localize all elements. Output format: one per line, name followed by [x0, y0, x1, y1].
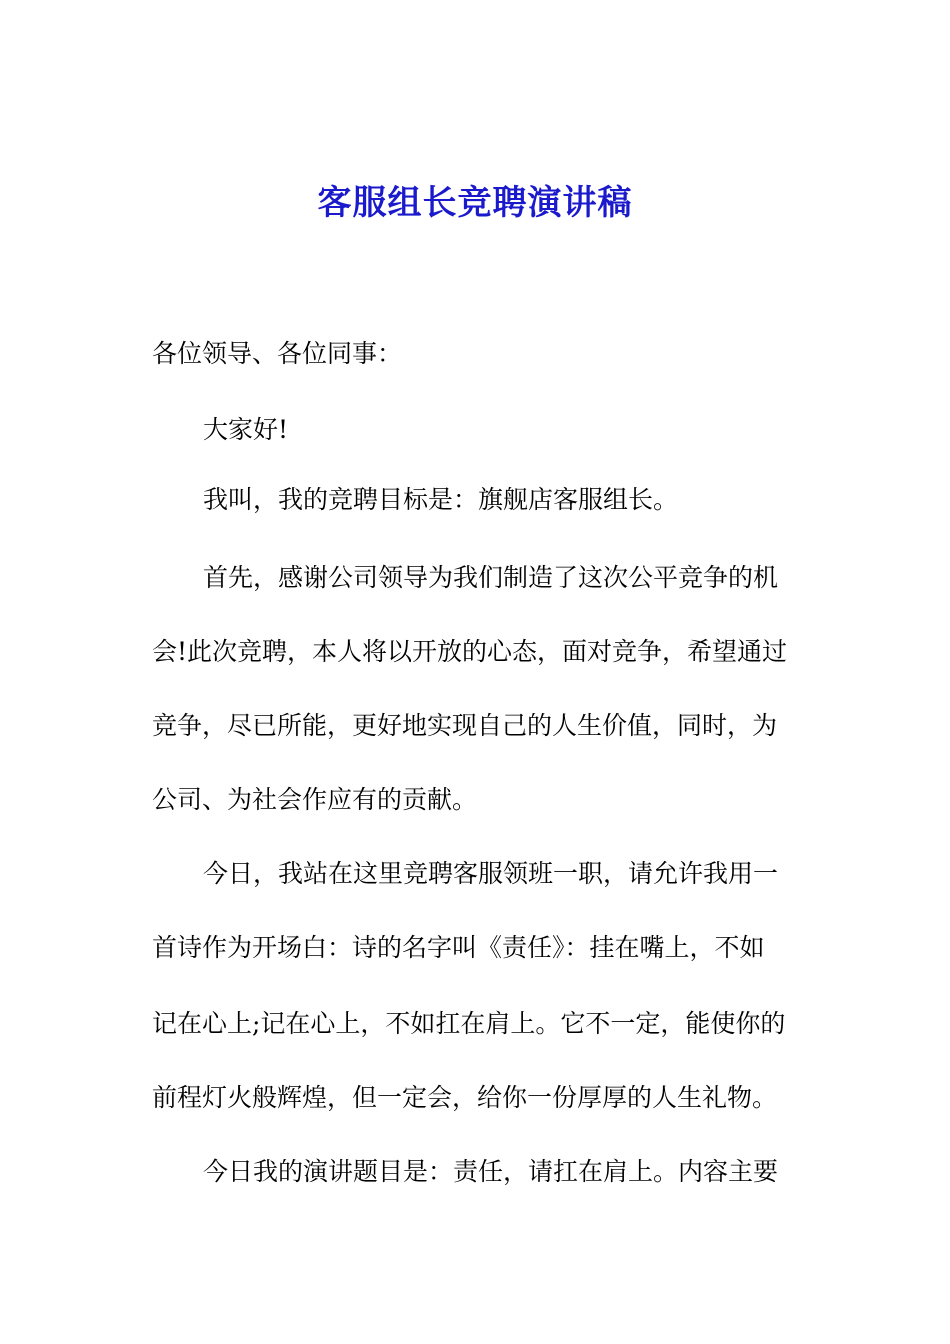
paragraph-line: 公司、为社会作应有的贡献。	[152, 785, 478, 814]
paragraph-line: 我叫，我的竞聘目标是：旗舰店客服组长。	[203, 485, 679, 514]
document-title: 客服组长竞聘演讲稿	[317, 183, 633, 223]
paragraph-line: 首诗作为开场白：诗的名字叫《责任》：挂在嘴上，不如	[152, 933, 765, 962]
paragraph-line: 竞争，尽已所能，更好地实现自己的人生价值，同时，为	[152, 711, 778, 740]
paragraph-line: 会!此次竞聘，本人将以开放的心态，面对竞争，希望通过	[152, 637, 788, 666]
paragraph-line: 前程灯火般辉煌，但一定会，给你一份厚厚的人生礼物。	[152, 1083, 778, 1112]
paragraph-line: 今日我的演讲题目是：责任，请扛在肩上。内容主要	[203, 1157, 779, 1186]
paragraph-line: 首先，感谢公司领导为我们制造了这次公平竞争的机	[203, 563, 779, 592]
paragraph-line: 今日，我站在这里竞聘客服领班一职，请允许我用一	[203, 859, 779, 888]
paragraph-line: 记在心上;记在心上，不如扛在肩上。它不一定，能使你的	[152, 1009, 786, 1038]
salutation: 各位领导、各位同事：	[152, 339, 403, 368]
paragraph-line: 大家好!	[203, 415, 289, 444]
